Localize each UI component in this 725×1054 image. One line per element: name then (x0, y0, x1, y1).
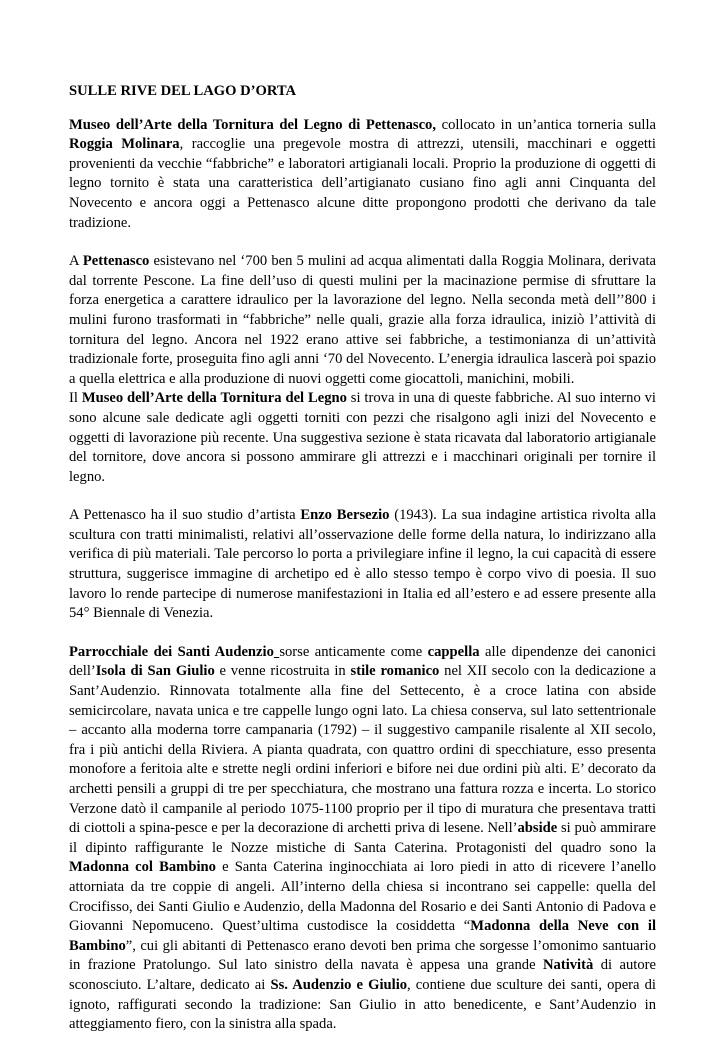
pettenasco-name: Pettenasco (82, 253, 150, 270)
museo-name: Museo dell’Arte della Tornitura del Legno di Pettenasco, (69, 116, 437, 133)
artist-name: Enzo Bersezio (300, 507, 390, 524)
paragraph-museo: Museo dell’Arte della Tornitura del Legno di Pettenasco, collocato in un’antica torneria sulla Roggia Molinara, raccoglie una pregevole mostra di attrezzi, utensili, macchinari e oggetti provenienti da vecchie “fabbriche” e laboratori artigianali locali. Proprio la produzione di oggetti di legno tornito è stata una caratteristica dell’artigianato cusiano fino agli anni Cinquanta del Novecento e ancora oggi a Pettenasco alcune ditte propongono prodotti che derivano da tale tradizione. (69, 116, 656, 231)
museo-name-2: Museo dell’Arte della Tornitura del Legno (81, 390, 347, 407)
page-title: SULLE RIVE DEL LAGO D’ORTA (69, 83, 297, 99)
paragraph-pettenasco-mulini: A Pettenasco esistevano nel ‘700 ben 5 mulini ad acqua alimentati dalla Roggia Molinara, derivata dal torrente Pescone. La fine dell’uso di questi mulini per la macinazione permise di sfruttare la forza energetica a carattere idraulico per la lavorazione del legno. Nella seconda metà dell’’800 i mulini furono trasformati in “fabbriche” nelle quali, grazie alla forza idraulica, iniziò l’attività di tornitura del legno. Ancora nel 1922 erano attive sei fabbriche, a testimonianza di un’attività tradizionale forte, proseguita fino agli anni ‘70 del Novecento. L’energia idraulica lascerà poi spazio a quella elettrica e alla produzione di nuovi oggetti come giocattoli, manichini, mobili. (69, 253, 656, 387)
roggia-molinara: Roggia Molinara (69, 136, 180, 153)
paragraph-bersezio: A Pettenasco ha il suo studio d’artista Enzo Bersezio (1943). La sua indagine artistica rivolta alla scultura con tratti minimalisti, relativi all’osservazione delle forme della natura, lo indirizzano alla verifica di più materiali. Tale percorso lo porta a privilegiare infine il legno, la cui capacità di essere struttura, suggerisce immagine di archetipo ed è allo stesso tempo è corpo vivo di poesia. Il suo lavoro lo rende partecipe di numerose manifestazioni in Italia ed all’estero e ad essere presente alla 54° Biennale di Venezia. (69, 507, 656, 622)
document-body (69, 82, 656, 1054)
church-name: Parrocchiale dei Santi Audenzio (69, 643, 274, 660)
paragraph-parrocchiale: Parrocchiale dei Santi Audenzio sorse anticamente come cappella alle dipendenze dei canonici dell’Isola di San Giulio e venne ricostruita in stile romanico nel XII secolo con la dedicazione a Sant’Audenzio. Rinnovata totalmente alla fine del Settecento, è a croce latina con abside semicircolare, navata unica e tre cappelle lungo ogni lato. La chiesa conserva, sul lato settentrionale – accanto alla moderna torre campanaria (1792) – il suggestivo campanile risalente al XII secolo, fra i più antichi della Riviera. A pianta quadrata, con quattro ordini di specchiature, esso presenta monofore a feritoia alte e strette negli ordini inferiori e bifore nei due ordini più alti. E’ decorato da archetti pensili a gruppi di tre per specchiatura, che mostrano una fattura rozza e incerta. Lo storico Verzone datò il campanile al periodo 1075-1100 proprio per il tipo di muratura che presentava tratti di ciottoli a spina-pesce e per la decorazione di archetti priva di lesene. Nell’abside si può ammirare il dipinto raffigurante le Nozze mistiche di Santa Caterina. Protagonisti del quadro sono la Madonna col Bambino e Santa Caterina inginocchiata ai loro piedi in atto di ricevere l’anello attorniata da tre coppie di angeli. All’interno della chiesa si incontrano sei cappelle: quella del Crocifisso, dei Santi Giulio e Audenzio, della Madonna del Rosario e dei Santi Antonio di Padova e Giovanni Nepomuceno. Quest’ultima custodisce la cosiddetta “Madonna della Neve con il Bambino”, cui gli abitanti di Pettenasco erano devoti ben prima che sorgesse l’omonimo santuario in frazione Pratolungo. Sul lato sinistro della navata è appesa una grande Natività di autore sconosciuto. L’altare, dedicato ai Ss. Audenzio e Giulio, contiene due sculture dei santi, opera di ignoto, raffigurati secondo la tradizione: San Giulio in atto benedicente, e Sant’Audenzio in atteggiamento fiero, con la sinistra alla spada. (69, 643, 657, 1033)
paragraph-museo-sale: Il Museo dell’Arte della Tornitura del Legno si trova in una di queste fabbriche. Al suo interno vi sono alcune sale dedicate agli oggetti torniti con pezzi che risalgono agli inizi del Novecento e oggetti di lavorazione più recente. Una suggestiva sezione è stata ricavata dal laboratorio artigianale del tornitore, dove ancora si possono ammirare gli attrezzi e i macchinari originali per tornire il legno. (69, 390, 656, 485)
